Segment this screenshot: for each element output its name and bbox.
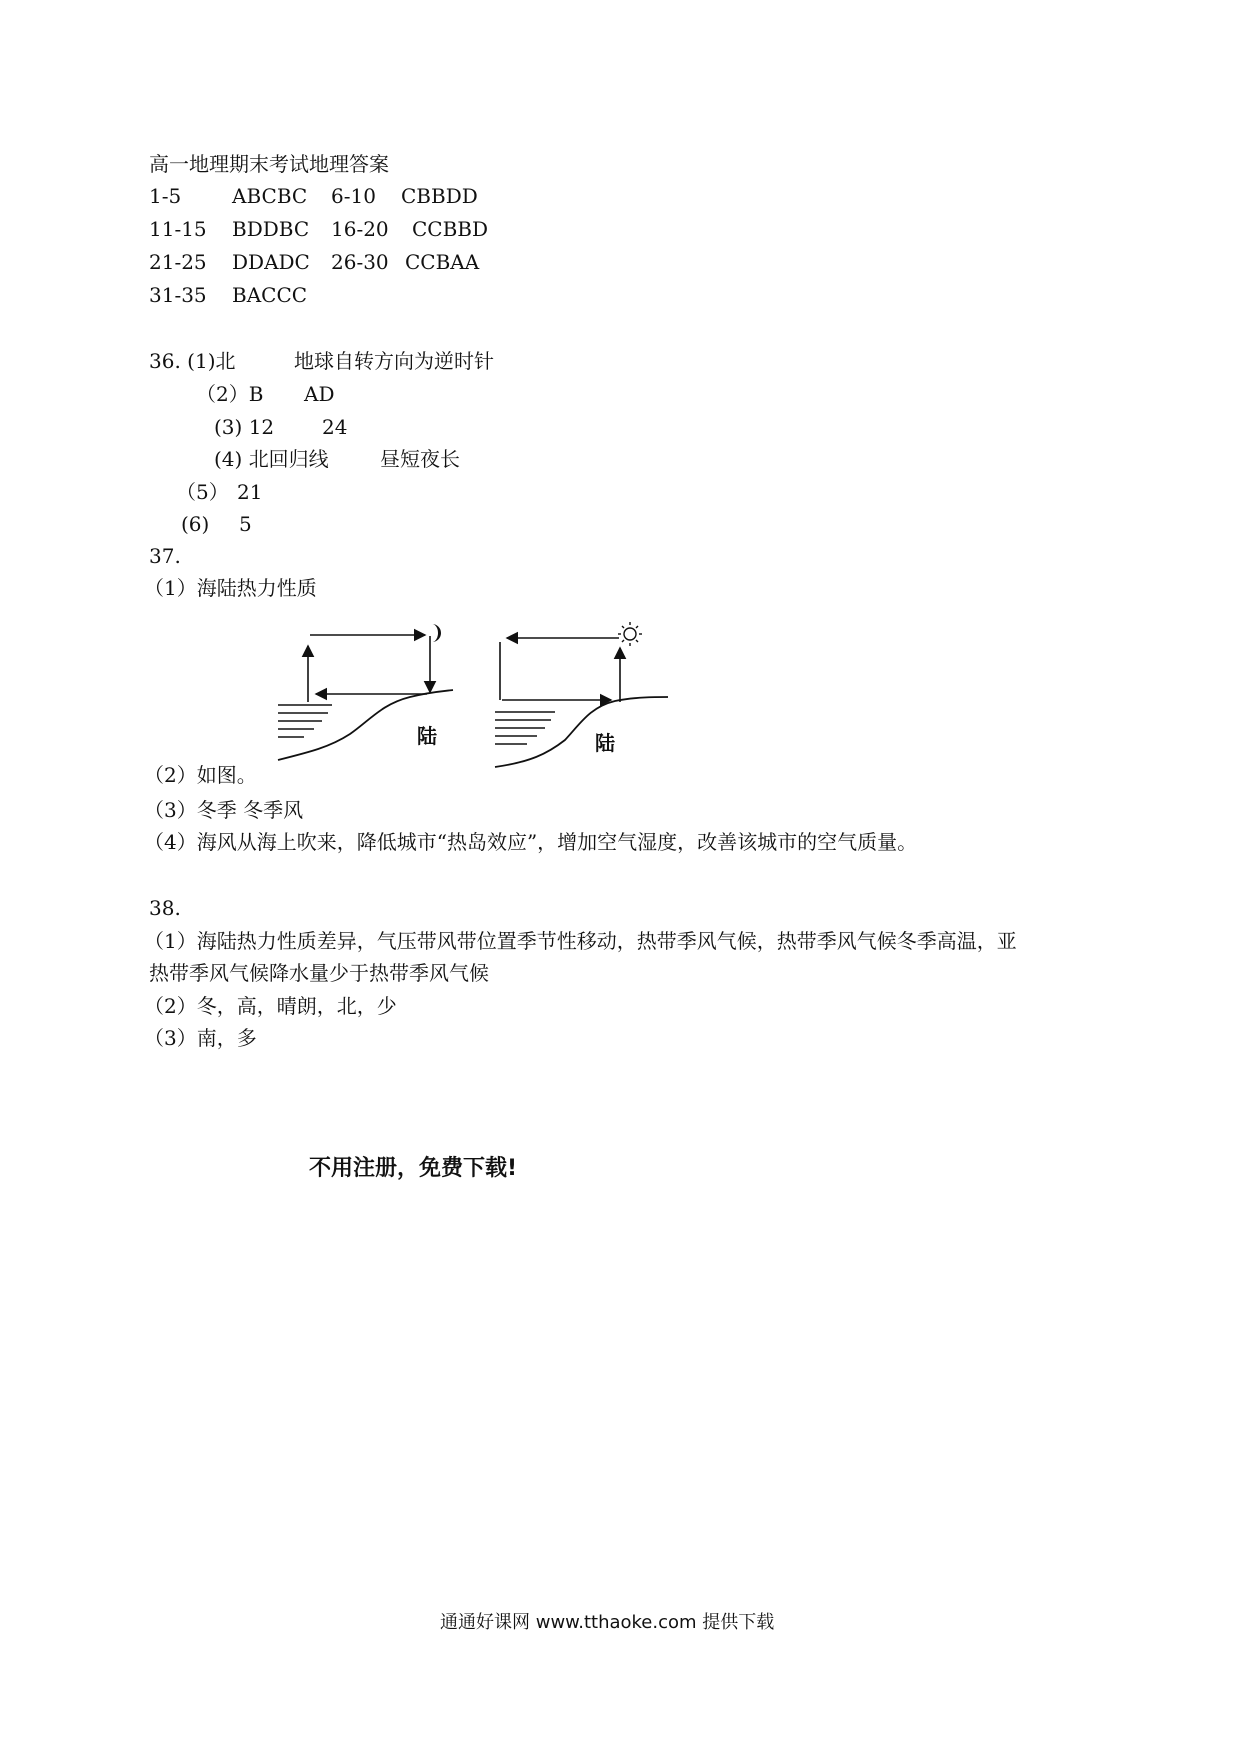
land-breeze-diagram — [270, 612, 460, 772]
promo-text: 不用注册，免费下载! — [309, 1156, 518, 1181]
q38-part1-line2: 热带季风气候降水量少于热带季风气候 — [149, 961, 489, 985]
mc-range: 11-15 — [149, 217, 207, 241]
q37-number: 37. — [149, 544, 181, 568]
page-title: 高一地理期末考试地理答案 — [149, 152, 389, 176]
q37-part1: （1）海陆热力性质 — [144, 576, 317, 600]
q36-part1-label: 36. (1)北 — [149, 349, 236, 373]
q37-part4: （4）海风从海上吹来，降低城市“热岛效应”，增加空气湿度，改善该城市的空气质量。 — [144, 830, 918, 854]
q36-part6-label: (6) — [181, 512, 210, 536]
mc-answer: BACCC — [232, 283, 308, 307]
sea-breeze-diagram — [485, 612, 675, 772]
q36-part2-text: AD — [304, 382, 335, 406]
sun-icon — [618, 622, 642, 646]
mc-answer: DDADC — [232, 250, 310, 274]
mc-answer: CBBDD — [401, 184, 478, 208]
figure-label-land: 陆 — [417, 724, 437, 748]
mc-answer: CCBBD — [412, 217, 489, 241]
mc-range: 6-10 — [331, 184, 376, 208]
q36-part4-text: 昼短夜长 — [380, 447, 460, 471]
q38-part3: （3）南，多 — [144, 1026, 257, 1050]
figure-label-land: 陆 — [595, 731, 615, 755]
q36-part4-label: (4) 北回归线 — [214, 447, 329, 471]
mc-answer: BDDBC — [232, 217, 310, 241]
q36-part3-label: (3) 12 — [214, 415, 275, 439]
q36-part6-text: 5 — [239, 512, 252, 536]
q36-part2-label: （2）B — [196, 382, 264, 406]
mc-range: 26-30 — [331, 250, 389, 274]
mc-range: 31-35 — [149, 283, 207, 307]
footer-text: 通通好课网 www.tthaoke.com 提供下载 — [440, 1612, 775, 1633]
mc-range: 21-25 — [149, 250, 207, 274]
moon-icon — [432, 624, 441, 642]
q36-part5-text: 21 — [237, 480, 263, 504]
q38-part2: （2）冬，高，晴朗，北，少 — [144, 994, 397, 1018]
mc-range: 1-5 — [149, 184, 182, 208]
q36-part3-text: 24 — [322, 415, 348, 439]
q37-part3: （3）冬季 冬季风 — [144, 798, 304, 822]
mc-range: 16-20 — [331, 217, 389, 241]
q36-part1-text: 地球自转方向为逆时针 — [294, 349, 494, 373]
q38-number: 38. — [149, 896, 181, 920]
mc-answer: ABCBC — [232, 184, 308, 208]
q37-part2: （2）如图。 — [144, 763, 257, 787]
q38-part1-line1: （1）海陆热力性质差异，气压带风带位置季节性移动，热带季风气候，热带季风气候冬季高温，亚 — [144, 929, 1017, 953]
mc-answer: CCBAA — [405, 250, 480, 274]
q36-part5-label: （5） — [176, 480, 229, 504]
